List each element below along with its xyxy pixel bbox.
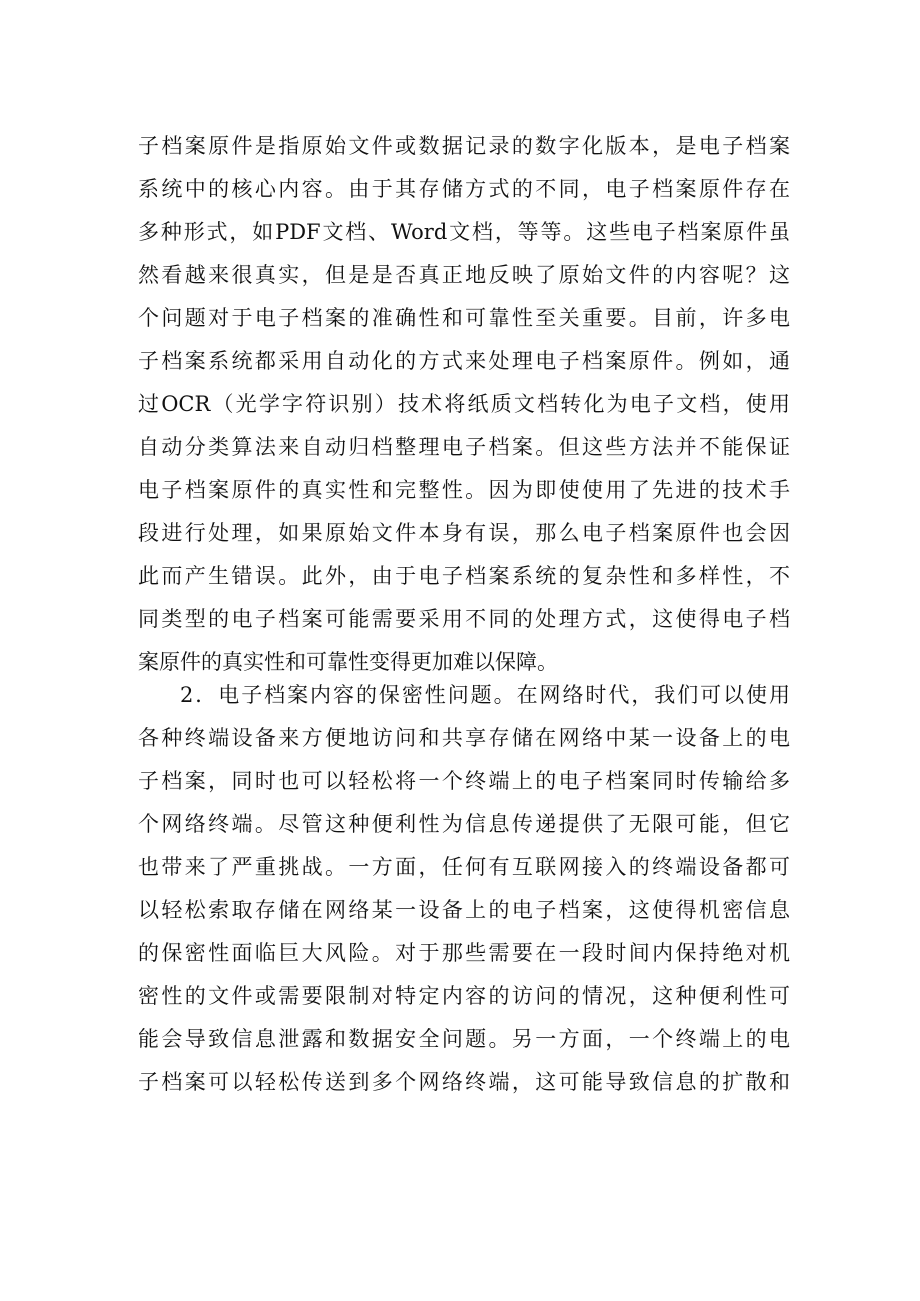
- text-line: 此而产生错误。此外，由于电子档案系统的复杂性和多样性，不: [138, 564, 790, 588]
- text-line: 多种形式，如PDF文档、Word文档，等等。这些电子档案原件虽: [138, 220, 790, 244]
- text-line: 各种终端设备来方便地访问和共享存储在网络中某一设备上的电: [138, 726, 790, 750]
- text-line: 也带来了严重挑战。一方面，任何有互联网接入的终端设备都可: [138, 855, 790, 879]
- text-line: 个问题对于电子档案的准确性和可靠性至关重要。目前，许多电: [138, 306, 790, 330]
- text-line: 电子档案原件的真实性和完整性。因为即使使用了先进的技术手: [138, 478, 790, 502]
- text-line: 过OCR（光学字符识别）技术将纸质文档转化为电子文档，使用: [138, 392, 790, 416]
- text-line: 段进行处理，如果原始文件本身有误，那么电子档案原件也会因: [138, 521, 790, 545]
- text-line: 能会导致信息泄露和数据安全问题。另一方面，一个终端上的电: [138, 1027, 790, 1051]
- text-line: 2．电子档案内容的保密性问题。在网络时代，我们可以使用: [180, 683, 790, 707]
- text-line: 子档案，同时也可以轻松将一个终端上的电子档案同时传输给多: [138, 769, 790, 793]
- text-line: 个网络终端。尽管这种便利性为信息传递提供了无限可能，但它: [138, 812, 790, 836]
- text-line: 然看越来很真实，但是是否真正地反映了原始文件的内容呢？这: [138, 263, 790, 287]
- text-line: 系统中的核心内容。由于其存储方式的不同，电子档案原件存在: [138, 177, 790, 201]
- text-line: 子档案可以轻松传送到多个网络终端，这可能导致信息的扩散和: [138, 1070, 790, 1094]
- text-line: 的保密性面临巨大风险。对于那些需要在一段时间内保持绝对机: [138, 941, 790, 965]
- text-line: 子档案系统都采用自动化的方式来处理电子档案原件。例如，通: [138, 349, 790, 373]
- text-line: 密性的文件或需要限制对特定内容的访问的情况，这种便利性可: [138, 984, 790, 1008]
- paragraph-confidentiality: [138, 674, 790, 1104]
- text-line: 自动分类算法来自动归档整理电子档案。但这些方法并不能保证: [138, 435, 790, 459]
- text-line: 同类型的电子档案可能需要采用不同的处理方式，这使得电子档: [138, 607, 790, 631]
- paragraph-original-files: [138, 125, 790, 684]
- text-line: 以轻松索取存储在网络某一设备上的电子档案，这使得机密信息: [138, 898, 790, 922]
- text-line: 子档案原件是指原始文件或数据记录的数字化版本，是电子档案: [138, 134, 790, 158]
- text-line: 案原件的真实性和可靠性变得更加难以保障。: [138, 650, 558, 674]
